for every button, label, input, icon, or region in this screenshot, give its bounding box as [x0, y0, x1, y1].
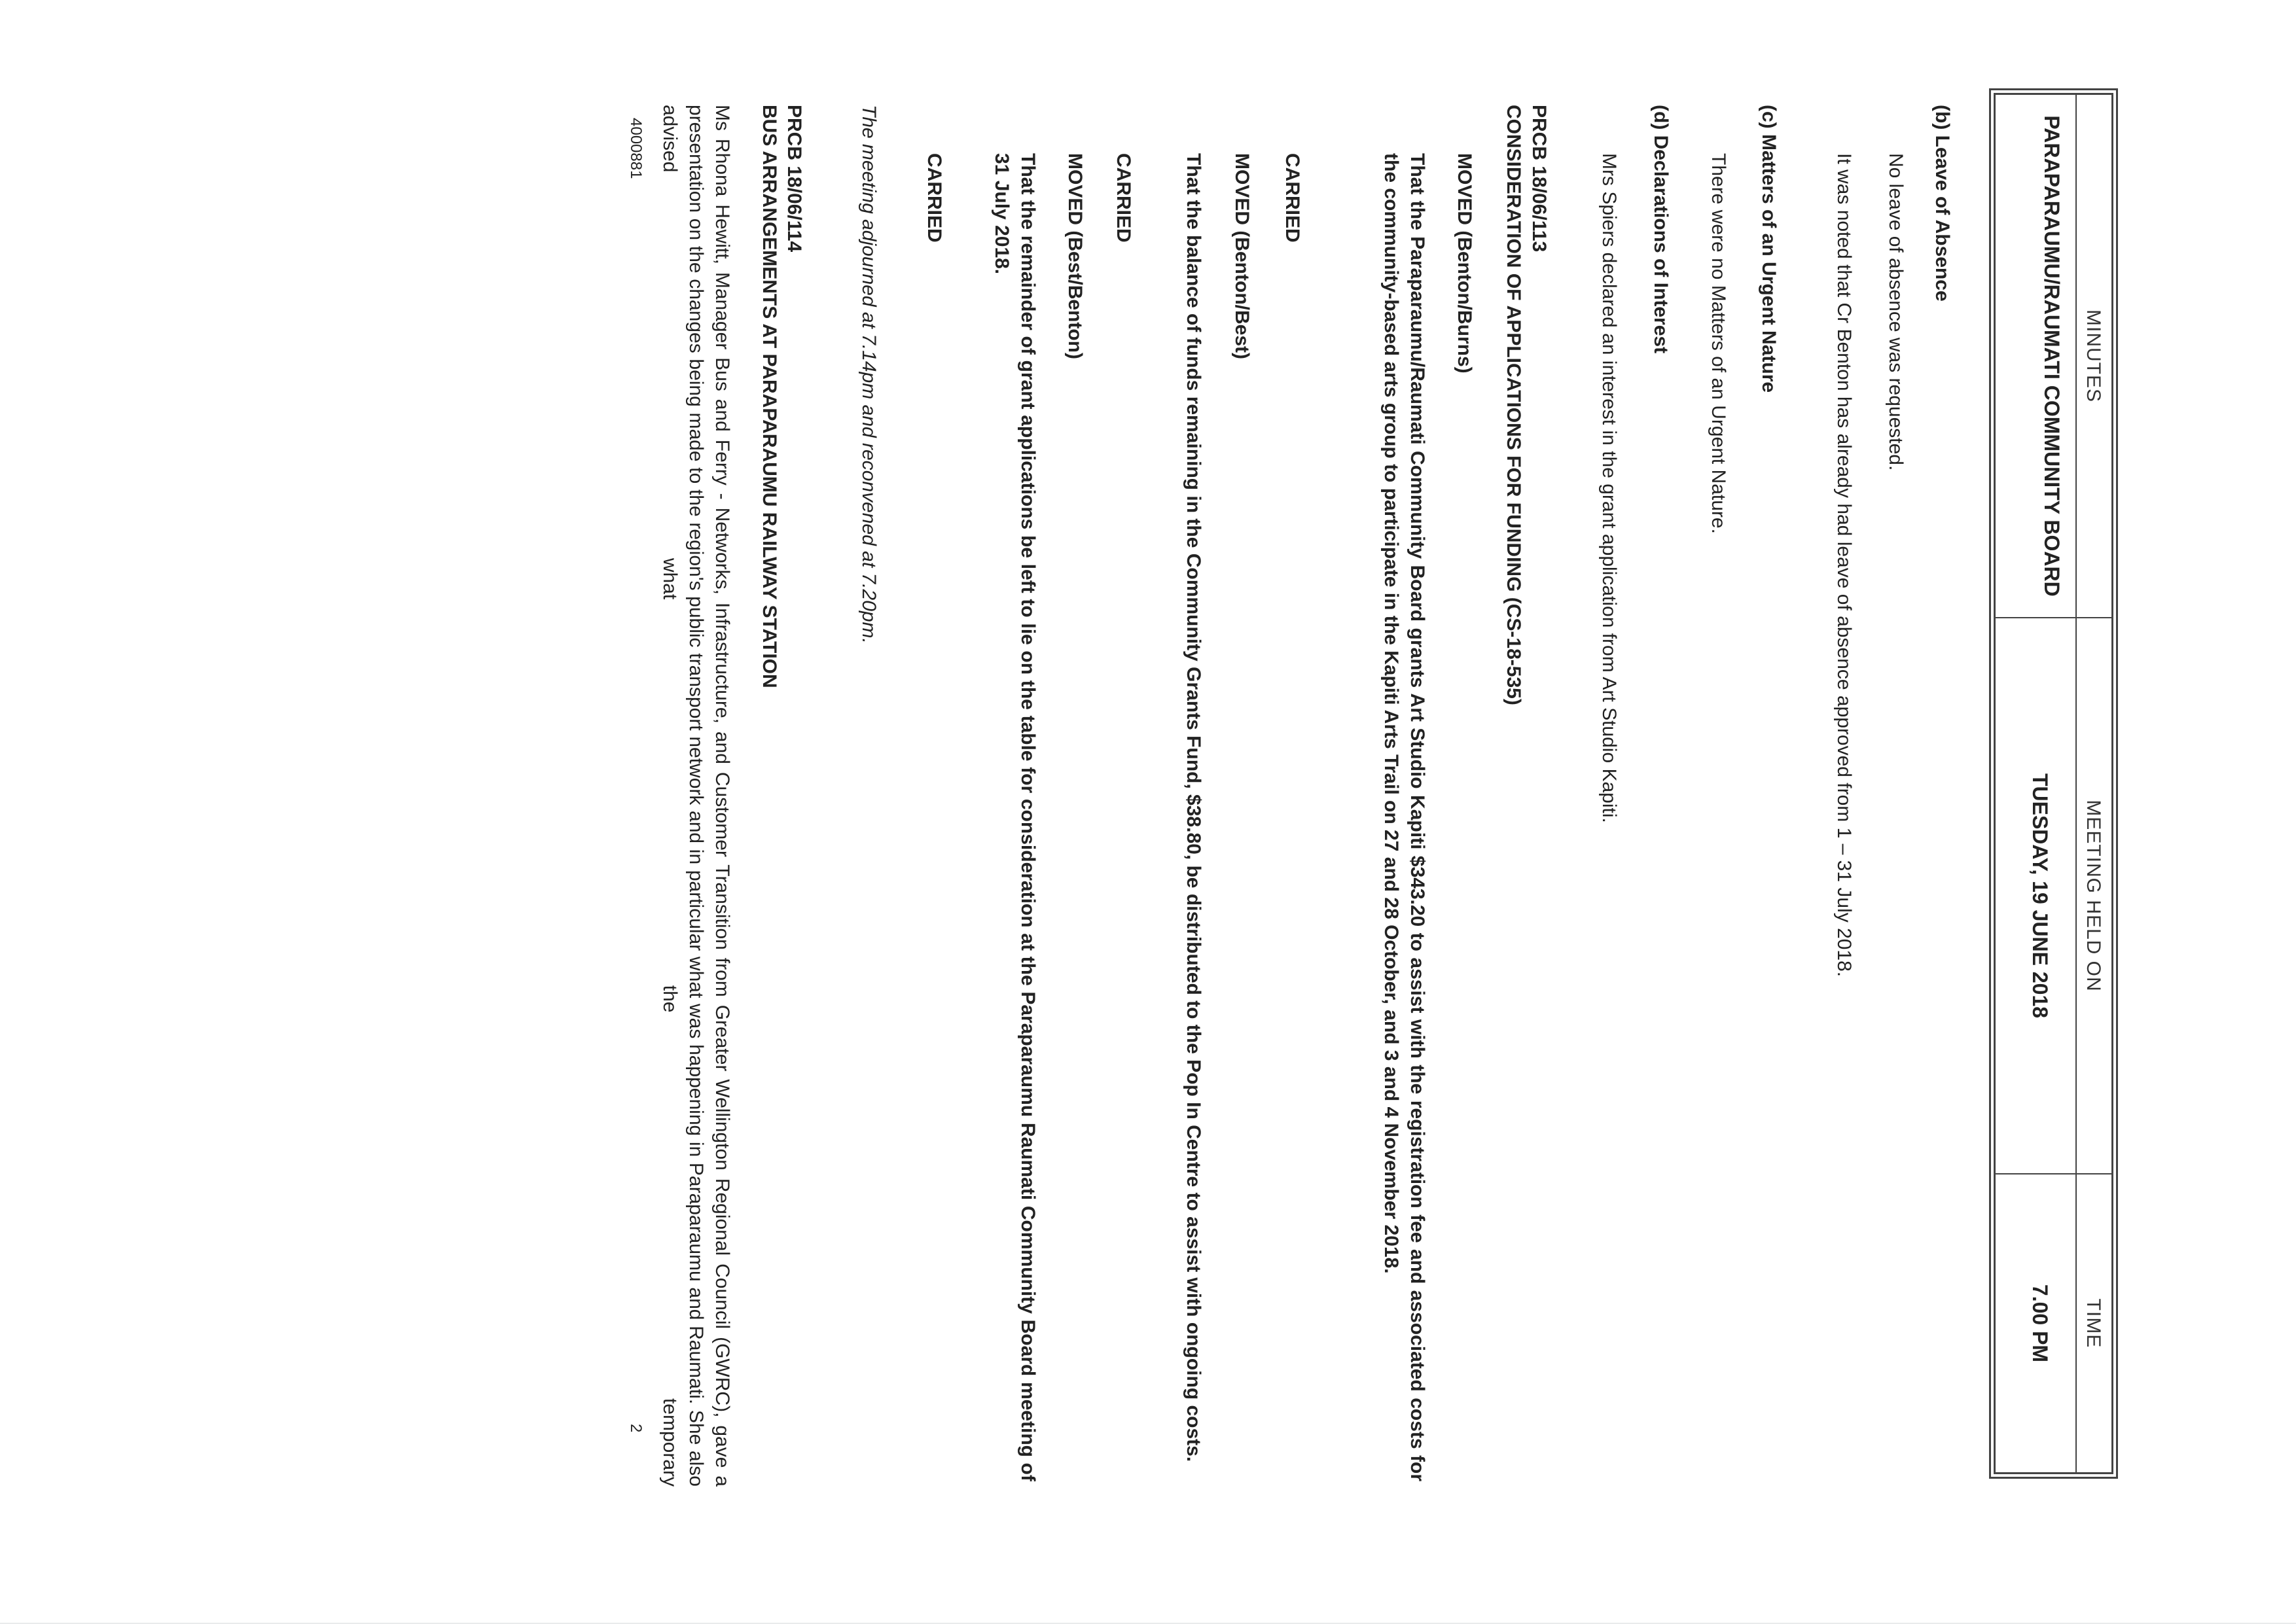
item113-code: PRCB 18/06/113: [1528, 105, 1550, 253]
item113-moved-1: MOVED (Benton/Burns): [1454, 153, 1475, 374]
urgent-heading: (c) Matters of an Urgent Nature: [1758, 105, 1780, 393]
item113-resolution-1: That the Paraparaumu/Raumati Community Board grants Art Studio Kapiti $343.20 to assist with the registration fee and associated costs for the community-based arts group to participate in the Kapiti Arts Trail on 27 and 28 October, and 3 and 4 November 2018.: [1380, 153, 1428, 1481]
item113-moved-3: MOVED (Best/Benton): [1064, 153, 1086, 359]
meeting-time: 7.00 PM: [2028, 1284, 2052, 1363]
document-number: 4000881: [627, 118, 645, 179]
item113-title: CONSIDERATION OF APPLICATIONS FOR FUNDING (CS-18-535): [1503, 105, 1524, 705]
urgent-text: There were no Matters of an Urgent Nature.: [1708, 153, 1729, 534]
leave-note: It was noted that Cr Benton has already had leave of absence approved from 1 – 31 July 2018.: [1833, 153, 1855, 978]
interest-heading: (d) Declarations of Interest: [1650, 105, 1672, 354]
leave-heading: (b) Leave of Absence: [1931, 105, 1953, 302]
header-table: [1994, 93, 2113, 1474]
header-label-row: [2075, 95, 2111, 1472]
adjournment-note: The meeting adjourned at 7.14pm and reconvened at 7.20pm.: [858, 105, 880, 644]
minutes-label: MINUTES: [2083, 309, 2104, 402]
item113-carried-3: CARRIED: [924, 153, 945, 243]
item113-resolution-2: That the balance of funds remaining in the Community Grants Fund, $38.80, be distributed to the Pop In Centre to assist with ongoing costs.: [1183, 153, 1204, 1462]
item114-title: BUS ARRANGEMENTS AT PARAPARAUMU RAILWAY STATION: [759, 105, 780, 688]
interest-text: Mrs Spiers declared an interest in the grant application from Art Studio Kapiti.: [1598, 153, 1620, 823]
meeting-date: TUESDAY, 19 JUNE 2018: [2028, 773, 2052, 1019]
page-number: 2: [627, 1424, 645, 1433]
item113-carried-2: CARRIED: [1113, 153, 1134, 243]
item114-code: PRCB 18/06/114: [783, 105, 805, 253]
item113-resolution-3: That the remainder of grant applications be left to lie on the table for consideration at the Paraparaumu Raumati Community Board meeting of 31 July 2018.: [991, 153, 1039, 1481]
item113-carried-1: CARRIED: [1282, 153, 1303, 243]
item113-moved-2: MOVED (Benton/Best): [1231, 153, 1253, 359]
meeting-held-on-label: MEETING HELD ON: [2083, 800, 2104, 992]
header-value-row: [1996, 95, 2075, 1472]
time-label: TIME: [2083, 1298, 2104, 1349]
leave-text: No leave of absence was requested.: [1885, 153, 1907, 471]
item114-paragraph: Ms Rhona Hewitt, Manager Bus and Ferry - Networks, Infrastructure, and Customer Transition from Greater Wellington Regional Council (GWRC), gave a presentation on the changes being made to the region's public transport network and in particular what was happening in Paraparaumu and Raumati. She also advised what the temporary: [659, 105, 733, 1487]
board-name: PARAPARAUMU/RAUMATI COMMUNITY BOARD: [2040, 115, 2064, 597]
